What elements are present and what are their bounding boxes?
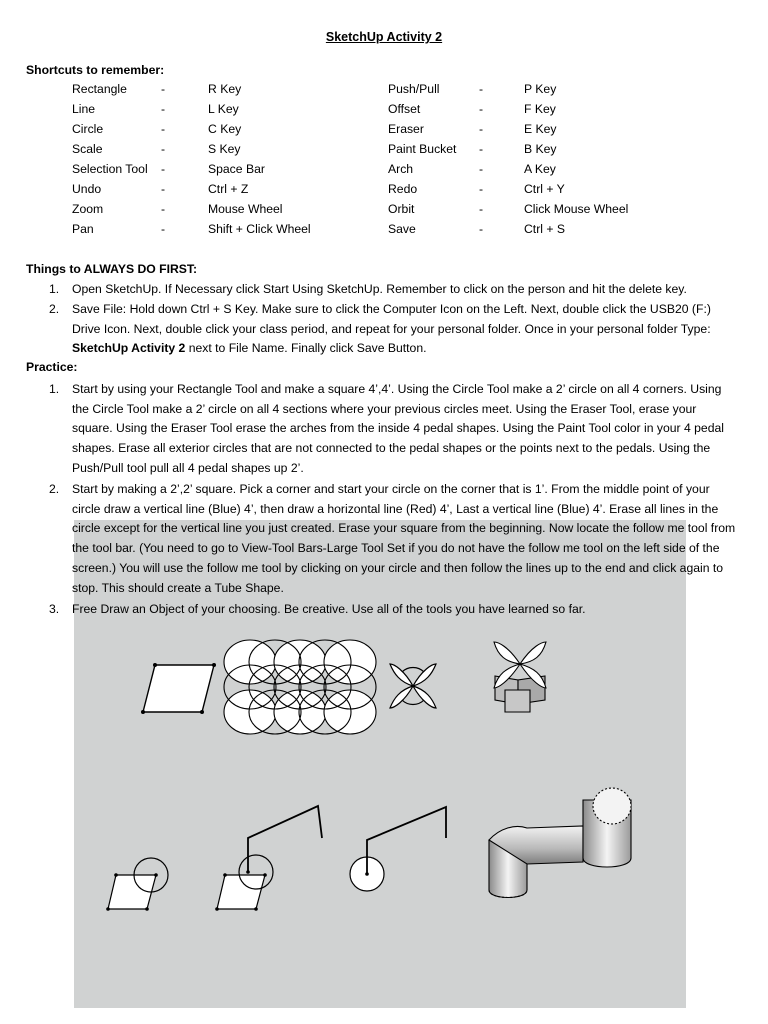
page-title: SketchUp Activity 2 xyxy=(325,30,443,44)
shortcut-name: Offset xyxy=(388,102,421,116)
shortcut-dash: - xyxy=(161,142,166,156)
file-name-text: SketchUp Activity 2 xyxy=(72,341,186,356)
shortcut-dash: - xyxy=(479,182,484,196)
shortcut-dash: - xyxy=(479,202,484,216)
shortcut-dash: - xyxy=(479,222,484,236)
shortcut-row xyxy=(0,182,768,200)
shortcut-key: Space Bar xyxy=(208,162,265,176)
shortcut-name: Pan xyxy=(72,222,94,236)
list-number: 3. xyxy=(49,602,60,616)
list-text: Start by making a 2’,2’ square. Pick a corner and start your circle on the corner that is 1’. From the middle point of your circle draw a vertical line (Blue) 4’, then draw a horizontal line (Red) 4’, Last a vertical line (Blue) 4’. Erase all lines in the circle except for the vertical line you just created. Erase your square from the beginning. Now locate the follow me tool from the tool bar. (You need to go to View-Tool Bars-Large Tool Set if you do not have the follow me tool on the left side of the screen.) You will use the follow me tool by clicking on your circle and then follow the lines up to the end and click again to stop. This should create a Tube Shape. xyxy=(72,482,736,595)
list-text: Start by using your Rectangle Tool and make a square 4’,4’. Using the Circle Tool make a 2’ circle on all 4 corners. Using the Circle Tool make a 2’ circle on all 4 sections where your previous circles meet. Using the Eraser Tool, erase your square. Using the Eraser Tool erase the arches from the inside 4 pedal shapes. Using the Paint Tool color in your 4 pedal shapes. Erase all exterior circles that are not connected to the pedal shapes or the points next to the pedals. Using the Push/Pull tool pull all 4 pedal shapes up 2’. xyxy=(72,382,724,475)
shortcut-name: Undo xyxy=(72,182,102,196)
shortcut-name: Orbit xyxy=(388,202,415,216)
shortcut-dash: - xyxy=(479,162,484,176)
shortcut-key: Ctrl + Y xyxy=(524,182,565,196)
list-text: Free Draw an Object of your choosing. Be creative. Use all of the tools you have learned so far. xyxy=(72,602,586,616)
shortcut-dash: - xyxy=(161,102,166,116)
list-number: 1. xyxy=(49,282,60,296)
shortcut-key: E Key xyxy=(524,122,557,136)
first-steps-heading: Things to ALWAYS DO FIRST: xyxy=(26,262,198,276)
shortcut-name: Push/Pull xyxy=(388,82,440,96)
shortcut-key: S Key xyxy=(208,142,241,156)
shortcut-key: C Key xyxy=(208,122,242,136)
shortcut-name: Zoom xyxy=(72,202,104,216)
shortcut-dash: - xyxy=(161,122,166,136)
shortcut-dash: - xyxy=(161,82,166,96)
shortcut-name: Selection Tool xyxy=(72,162,148,176)
shortcut-key: Shift + Click Wheel xyxy=(208,222,311,236)
shortcuts-heading: Shortcuts to remember: xyxy=(26,63,165,77)
shortcut-dash: - xyxy=(161,182,166,196)
shortcut-key: A Key xyxy=(524,162,556,176)
list-number: 2. xyxy=(49,302,60,316)
shortcut-name: Paint Bucket xyxy=(388,142,457,156)
first-step-item xyxy=(49,280,740,300)
shortcut-row xyxy=(0,202,768,220)
shortcut-dash: - xyxy=(479,102,484,116)
shortcut-key: P Key xyxy=(524,82,557,96)
list-number: 2. xyxy=(49,482,60,496)
shortcut-dash: - xyxy=(479,82,484,96)
shortcut-name: Redo xyxy=(388,182,418,196)
shortcut-name: Rectangle xyxy=(72,82,127,96)
shortcut-name: Line xyxy=(72,102,96,116)
practice-item xyxy=(49,480,740,598)
shortcut-name: Circle xyxy=(72,122,104,136)
shortcut-row xyxy=(0,82,768,100)
shortcut-row xyxy=(0,102,768,120)
shortcut-row xyxy=(0,222,768,240)
shortcut-dash: - xyxy=(161,202,166,216)
shortcut-key: R Key xyxy=(208,82,242,96)
list-text: next to File Name. Finally click Save Button. xyxy=(185,341,427,356)
shortcut-name: Arch xyxy=(388,162,414,176)
shortcut-dash: - xyxy=(161,162,166,176)
shortcut-dash: - xyxy=(479,122,484,136)
practice-heading: Practice: xyxy=(26,360,78,374)
shortcut-key: L Key xyxy=(208,102,239,116)
list-text: Save File: Hold down Ctrl + S Key. Make sure to click the Computer Icon on the Left. Next, double click the USB20 (F:) Drive Icon. Next, double click your class period, and repeat for your personal folder. Once in your personal folder Type: xyxy=(72,302,711,336)
first-step-item xyxy=(49,300,740,359)
shortcut-row xyxy=(0,122,768,140)
list-text: Open SketchUp. If Necessary click Start Using SketchUp. Remember to click on the person and hit the delete key. xyxy=(72,282,687,296)
practice-item xyxy=(49,380,740,479)
shortcut-key: Mouse Wheel xyxy=(208,202,283,216)
shortcut-name: Scale xyxy=(72,142,103,156)
shortcut-key: Ctrl + S xyxy=(524,222,565,236)
shortcut-key: F Key xyxy=(524,102,556,116)
shortcut-dash: - xyxy=(161,222,166,236)
shortcut-name: Save xyxy=(388,222,416,236)
shortcut-row xyxy=(0,142,768,160)
practice-item xyxy=(49,600,740,620)
shortcut-key: Click Mouse Wheel xyxy=(524,202,629,216)
shortcut-name: Eraser xyxy=(388,122,424,136)
shortcut-key: Ctrl + Z xyxy=(208,182,249,196)
shortcut-dash: - xyxy=(479,142,484,156)
shortcut-row xyxy=(0,162,768,180)
list-number: 1. xyxy=(49,382,60,396)
shortcut-key: B Key xyxy=(524,142,557,156)
